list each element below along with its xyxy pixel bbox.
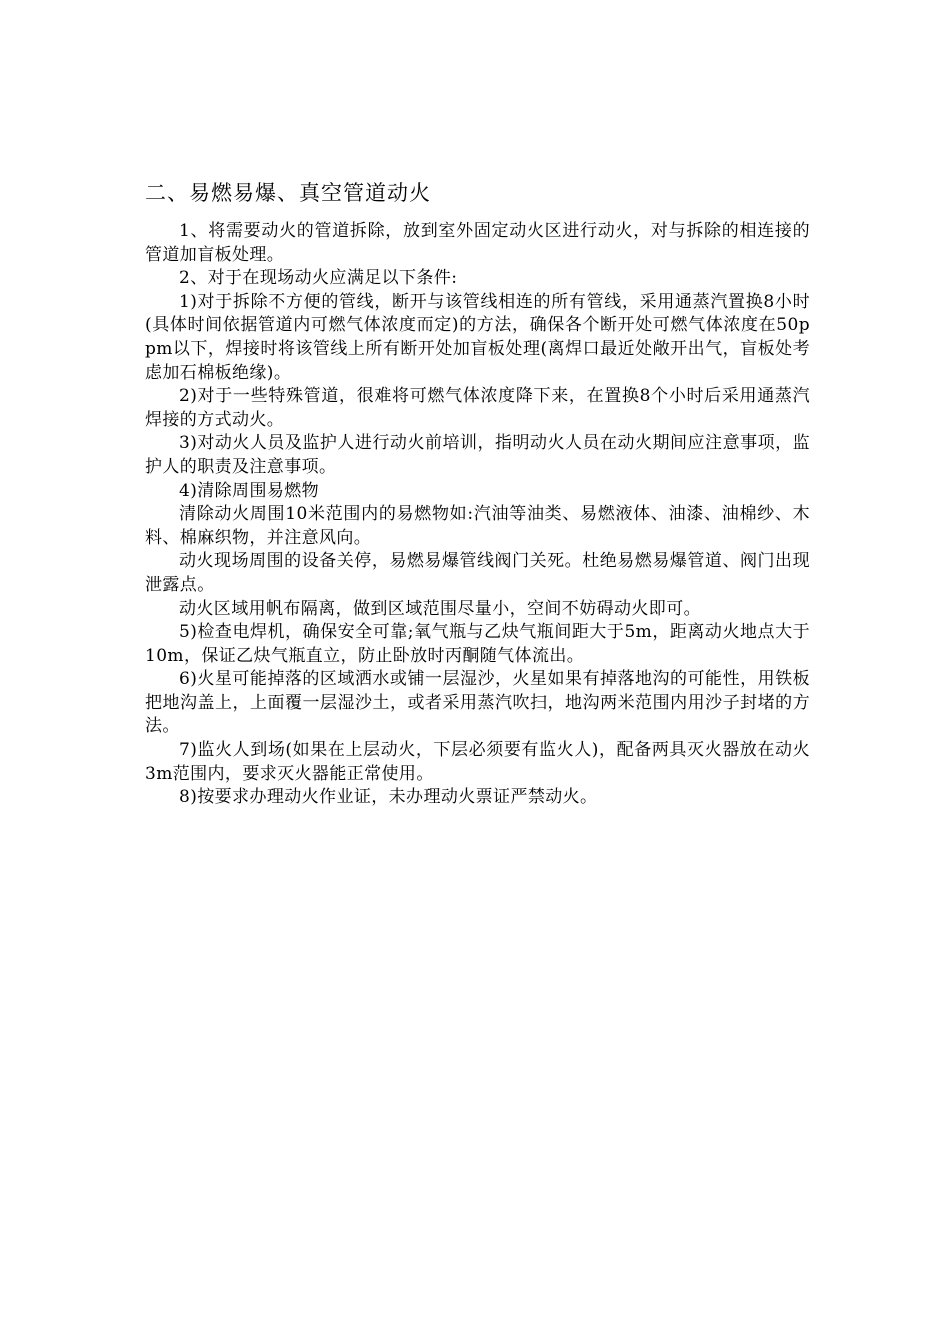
paragraph-11: 6)火星可能掉落的区域洒水或铺一层湿沙，火星如果有掉落地沟的可能性，用铁板把地沟盖上，上面覆一层湿沙土，或者采用蒸汽吹扫，地沟两米范围内用沙子封堵的方法。 — [145, 669, 810, 737]
paragraph-12: 7)监火人到场(如果在上层动火，下层必须要有监火人)，配备两具灭火器放在动火3m范围内，要求灭火器能正常使用。 — [145, 740, 810, 784]
paragraph-7: 清除动火周围10米范围内的易燃物如:汽油等油类、易燃液体、油漆、油棉纱、木料、棉麻织物，并注意风向。 — [145, 504, 810, 548]
paragraph-10: 5)检查电焊机，确保安全可靠;氧气瓶与乙炔气瓶间距大于5m，距离动火地点大于10m，保证乙炔气瓶直立，防止卧放时丙酮随气体流出。 — [145, 622, 810, 666]
paragraph-2: 2、对于在现场动火应满足以下条件: — [179, 268, 458, 289]
paragraph-6: 4)清除周围易燃物 — [179, 480, 320, 501]
paragraph-5: 3)对动火人员及监护人进行动火前培训，指明动火人员在动火期间应注意事项，监护人的职责及注意事项。 — [145, 433, 810, 477]
paragraph-9: 动火区域用帆布隔离，做到区域范围尽量小，空间不妨碍动火即可。 — [179, 598, 701, 619]
paragraph-4: 2)对于一些特殊管道，很难将可燃气体浓度降下来，在置换8个小时后采用通蒸汽焊接的方式动火。 — [145, 386, 810, 430]
document-body — [145, 176, 810, 810]
paragraph-3: 1)对于拆除不方便的管线，断开与该管线相连的所有管线，采用通蒸汽置换8小时(具体时间依据管道内可燃气体浓度而定)的方法，确保各个断开处可燃气体浓度在50ppm以下，焊接时将该管线上所有断开处加盲板处理(离焊口最近处敞开出气，盲板处考虑加石棉板绝缘)。 — [145, 291, 810, 383]
section-heading: 二、易燃易爆、真空管道动火 — [145, 181, 431, 205]
paragraph-8: 动火现场周围的设备关停，易燃易爆管线阀门关死。杜绝易燃易爆管道、阀门出现泄露点。 — [145, 551, 810, 595]
paragraph-1: 1、将需要动火的管道拆除，放到室外固定动火区进行动火，对与拆除的相连接的管道加盲板处理。 — [145, 221, 810, 265]
paragraph-13: 8)按要求办理动火作业证，未办理动火票证严禁动火。 — [179, 787, 598, 808]
